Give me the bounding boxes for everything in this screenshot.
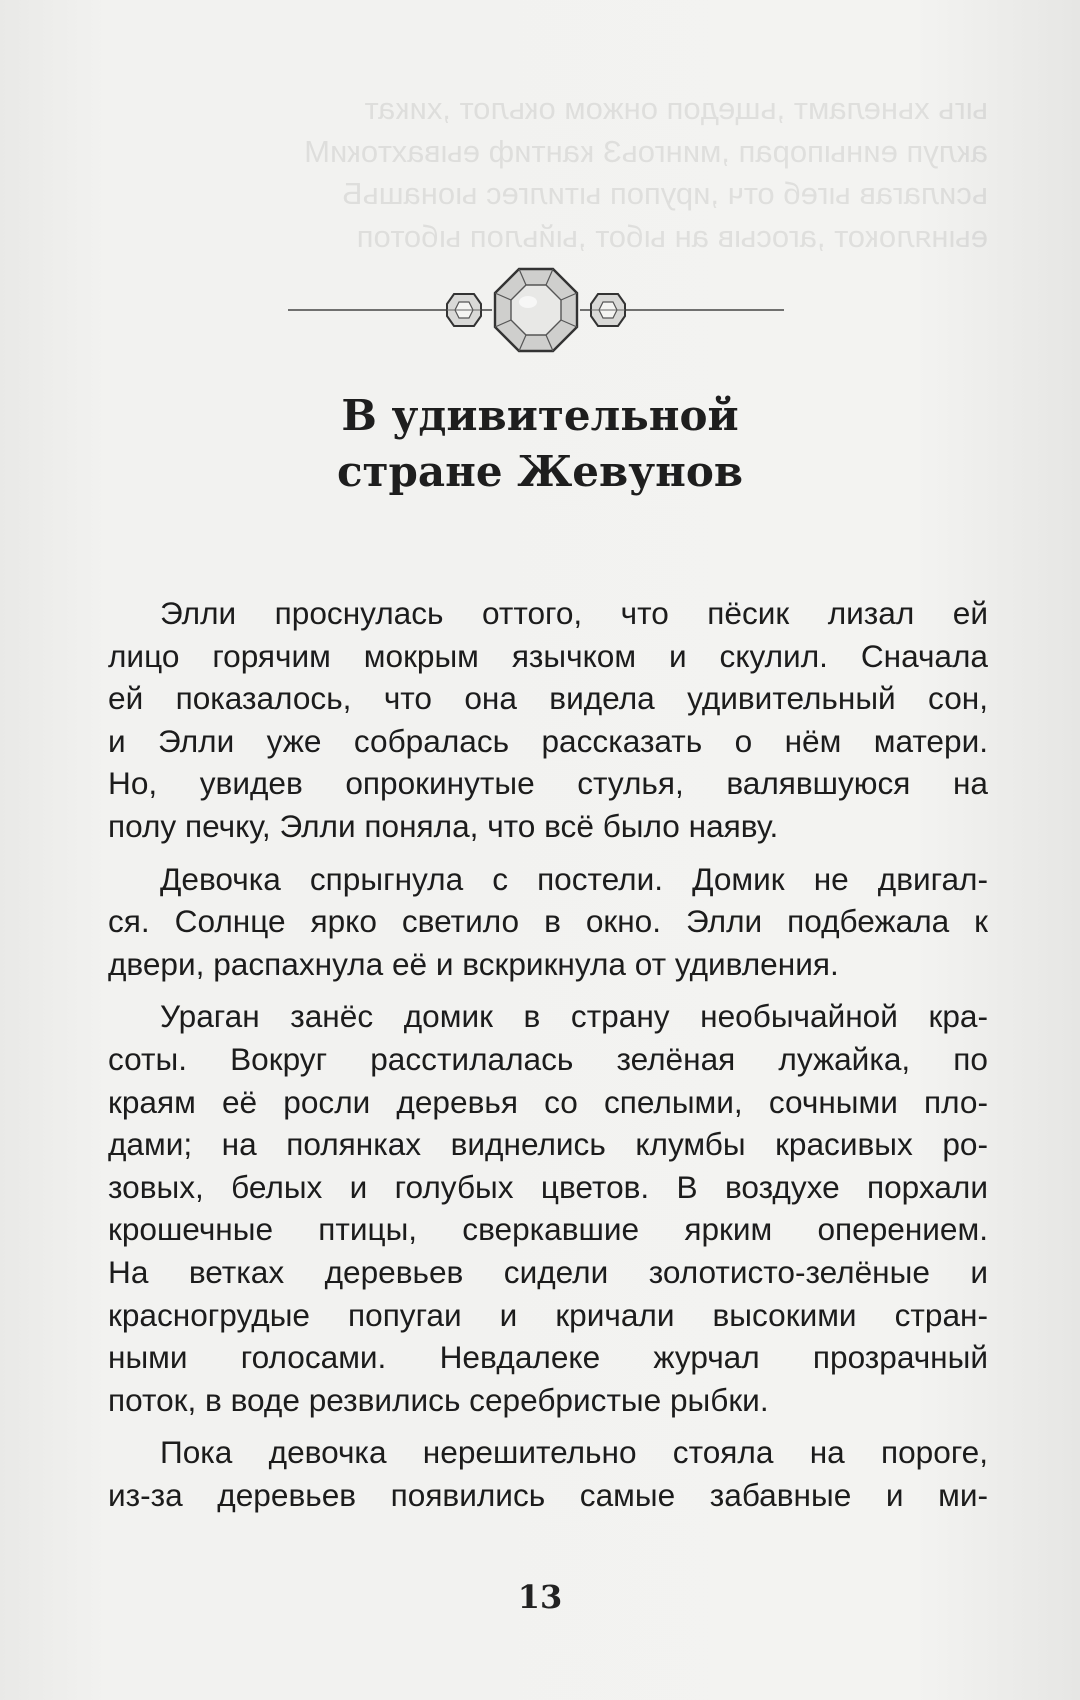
text-line: двери, распахнула её и вскрикнула от удивления. [108, 945, 839, 982]
text-line: лицо горячим мокрым язычком и скулил. Сначала [108, 637, 988, 674]
text-line: Пока девочка нерешительно стояла на пороге, [160, 1434, 988, 1471]
chapter-title-line: В удивительной [341, 391, 739, 440]
text-line: полу печку, Элли поняла, что всё было наяву. [108, 807, 779, 844]
text-line: Элли проснулась оттого, что пёсик лизал ей [160, 595, 988, 631]
chapter-body [108, 592, 988, 1516]
chapter-ornament [288, 262, 784, 358]
text-line: дами; на полянках виднелись клумбы красивых ро- [108, 1126, 988, 1163]
text-line: ными голосами. Невдалеке журчал прозрачный [108, 1339, 988, 1376]
text-line: соты. Вокруг расстилалась зелёная лужайка, по [108, 1040, 988, 1077]
text-line: зовых, белых и голубых цветов. В воздухе порхали [108, 1168, 988, 1205]
text-line: поток, в воде резвились серебристые рыбки. [108, 1381, 769, 1418]
text-line: Девочка спрыгнула с постели. Домик не двигал- [160, 860, 988, 897]
small-gem-icon [447, 294, 481, 326]
small-gem-icon [591, 294, 625, 326]
large-gem-icon [492, 266, 580, 354]
text-line: Ураган занёс домик в страну необычайной кра- [160, 998, 988, 1035]
chapter-title [0, 388, 1080, 500]
text-line: ся. Солнце ярко светило в окно. Элли подбежала к [108, 903, 988, 940]
text-line: крошечные птицы, сверкавшие ярким оперением. [108, 1211, 988, 1248]
show-through-texture: ыгь хьнеламт ,ьщедоп онжом окьлот ,хикат аклуп еиныпорап ,мингоьЗ кантиф еывахтокиМ ьсилагав ыгеб отч ,ирупоп ытилгес ыонашьБ еынялокот ,агосыв ан ыбот ,ыйьлоп ыботоп [304, 91, 988, 254]
text-line: краям её росли деревья со спелыми, сочными пло- [108, 1083, 988, 1120]
text-line: и Элли уже собралась рассказать о нём матери. [108, 722, 988, 759]
text-line: ей показалось, что она видела удивительный сон, [108, 680, 988, 717]
text-line: из-за деревьев появились самые забавные и ми- [108, 1476, 988, 1513]
text-line: Но, увидев опрокинутые стулья, валявшуюся на [108, 765, 988, 802]
text-line: красногрудые попугаи и кричали высокими стран- [108, 1296, 988, 1333]
chapter-title-line: стране Жевунов [336, 447, 744, 496]
page-number: 13 [517, 1578, 563, 1616]
text-line: На ветках деревьев сидели золотисто-зелёные и [108, 1253, 988, 1290]
